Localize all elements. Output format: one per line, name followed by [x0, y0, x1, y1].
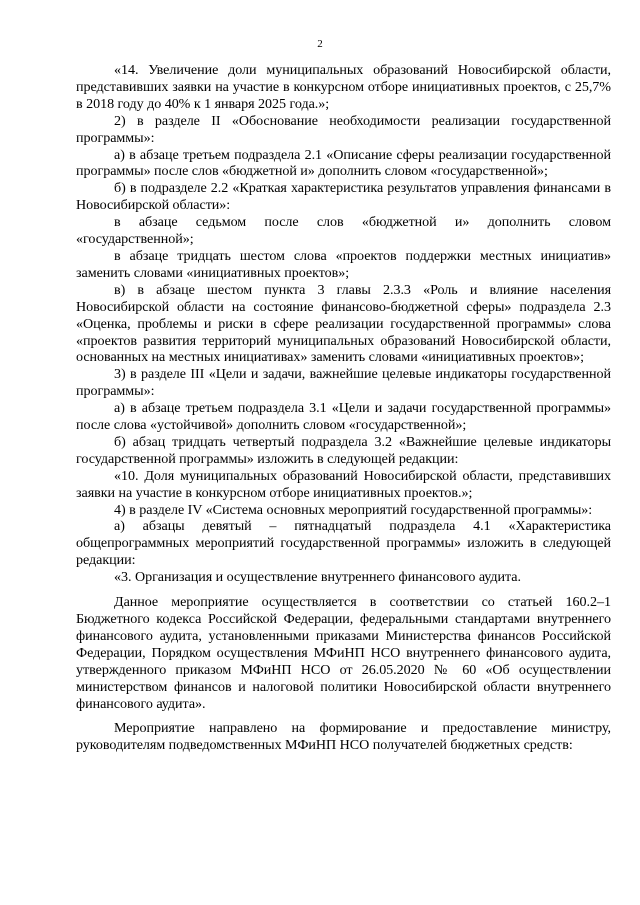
paragraph-section-4a: а) абзацы девятый – пятнадцатый подраздела 4.1 «Характеристика общепрограммных мероприятий государственной программы» изложить в следующей редакции:	[76, 518, 611, 569]
paragraph-section-2b: б) в подразделе 2.2 «Краткая характеристика результатов управления финансами в Новосибирской области»:	[76, 180, 611, 214]
paragraph-measure-3-title: «3. Организация и осуществление внутреннего финансового аудита.	[114, 569, 521, 586]
paragraph-section-3a: а) в абзаце третьем подраздела 3.1 «Цели и задачи государственной программы» после слова «устойчивой» дополнить словом «государственной»;	[76, 400, 611, 434]
paragraph-section-2c: в) в абзаце шестом пункта 3 главы 2.3.3 «Роль и влияние населения Новосибирской области на состояние финансово-бюджетной сферы» подраздела 2.3 «Оценка, проблемы и риски в сфере реализации государственной программы» слова «проектов развития территорий муниципальных образований Новосибирской области, основанных на местных инициативах» заменить словами «инициативных проектов»;	[76, 281, 611, 366]
paragraph-measure-3-purpose: Мероприятие направлено на формирование и предоставление министру, руководителям подведомственных МФиНП НСО получателей бюджетных средств:	[76, 720, 611, 754]
paragraph-section-2a: а) в абзаце третьем подраздела 2.1 «Описание сферы реализации государственной программы» после слов «бюджетной и» дополнить словом «государственной»;	[76, 146, 611, 180]
paragraph-indicator-14: «14. Увеличение доли муниципальных образований Новосибирской области, представивших заявки на участие в конкурсном отборе инициативных проектов, с 25,7% в 2018 году до 40% к 1 января 2025 года.»;	[76, 62, 611, 112]
paragraph-section-4: 4) в разделе IV «Система основных мероприятий государственной программы»:	[114, 501, 593, 518]
paragraph-section-2b-item-1: в абзаце седьмом после слов «бюджетной и» дополнить словом «государственной»;	[76, 214, 611, 248]
paragraph-section-2b-item-2: в абзаце тридцать шестом слова «проектов поддержки местных инициатив» заменить словами «инициативных проектов»;	[76, 247, 611, 281]
document-body	[76, 62, 611, 754]
paragraph-section-3b: б) абзац тридцать четвертый подраздела 3.2 «Важнейшие целевые индикаторы государственной программы» изложить в следующей редакции:	[76, 433, 611, 467]
paragraph-indicator-10: «10. Доля муниципальных образований Новосибирской области, представивших заявки на участие в конкурсном отборе инициативных проектов.»;	[76, 467, 611, 501]
paragraph-section-3: 3) в разделе III «Цели и задачи, важнейшие целевые индикаторы государственной программы»:	[76, 366, 611, 400]
paragraph-measure-3-basis: Данное мероприятие осуществляется в соответствии со статьей 160.2–1 Бюджетного кодекса Российской Федерации, федеральными стандартами внутреннего финансового аудита, установленными приказами Министерства финансов Российской Федерации, Порядком осуществления МФиНП НСО внутреннего финансового аудита, утвержденного приказом МФиНП НСО от 26.05.2020 № 60 «Об осуществлении министерством финансов и налоговой политики Новосибирской области внутреннего финансового аудита».	[76, 594, 611, 712]
paragraph-section-2: 2) в разделе II «Обоснование необходимости реализации государственной программы»:	[76, 112, 611, 146]
page-number: 2	[317, 38, 323, 50]
